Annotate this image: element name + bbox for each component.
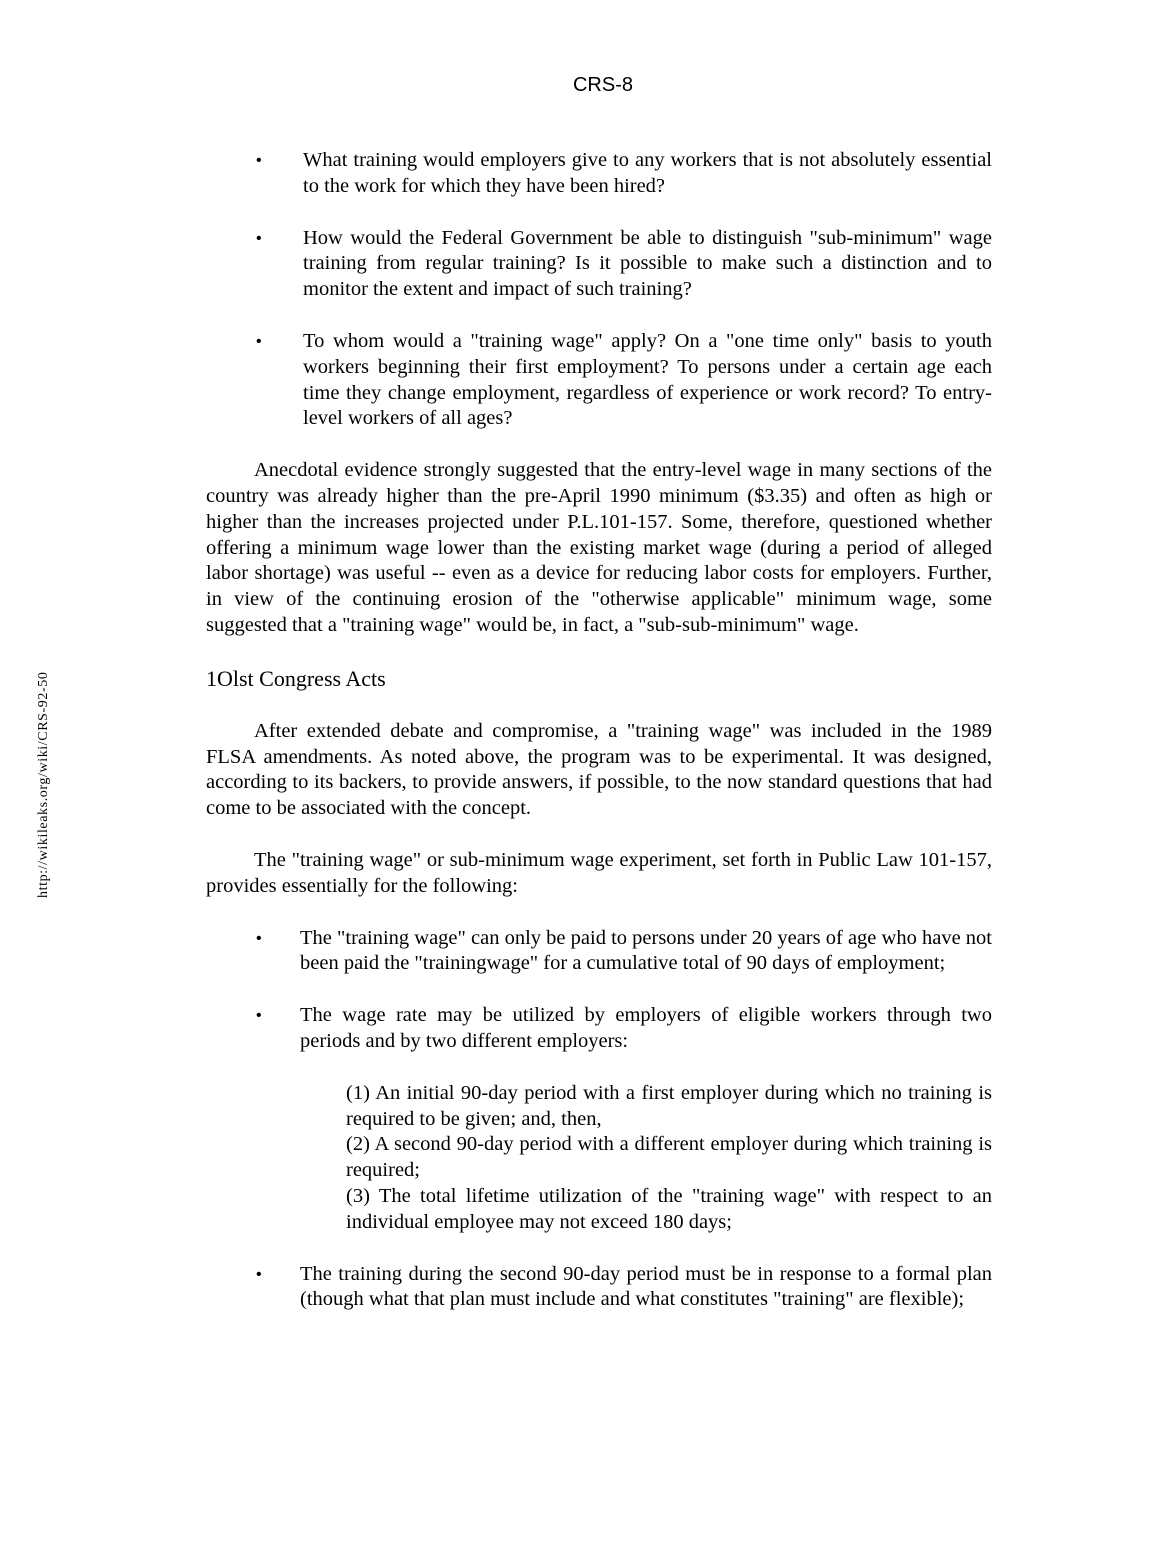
provision-list	[206, 926, 992, 1314]
sub-provision-item: (1) An initial 90-day period with a first employer during which no training is required to be given; and, then,	[346, 1081, 992, 1130]
provision-text: The "training wage" can only be paid to persons under 20 years of age who have not been paid the "trainingwage" for a cumulative total of 90 days of employment;	[300, 926, 992, 975]
side-source-url: http://wikileaks.org/wiki/CRS-92-50	[36, 671, 51, 898]
bullet-icon: •	[256, 152, 262, 169]
question-item	[206, 329, 992, 432]
document-body	[206, 148, 992, 1339]
question-text: What training would employers give to any workers that is not absolutely essential to the work for which they have been hired?	[303, 149, 992, 197]
page-header: CRS-8	[572, 74, 633, 96]
bullet-icon: •	[256, 229, 262, 247]
bullet-icon: •	[256, 332, 262, 350]
provision-text: The wage rate may be utilized by employers of eligible workers through two periods and by two different employers:	[300, 1004, 992, 1052]
provision-item	[206, 926, 992, 978]
sub-provision-item: (2) A second 90-day period with a different employer during which training is required;	[346, 1133, 992, 1182]
after-debate-paragraph: After extended debate and compromise, a "training wage" was included in the 1989 FLSA amendments. As noted above, the program was to be experimental. It was designed, according to its backers, to provide answers, if possible, to the now standard questions that had come to be associated with the concept.	[206, 719, 992, 820]
sub-provision-list	[206, 1081, 992, 1236]
question-text: To whom would a "training wage" apply? On a "one time only" basis to youth workers beginning their first employment? To persons under a certain age each time they change employment, regardless of experience or work record? To entry-level workers of all ages?	[303, 329, 992, 430]
anecdotal-evidence-paragraph: Anecdotal evidence strongly suggested that the entry-level wage in many sections of the country was already higher than the pre-April 1990 minimum ($3.35) and often as high or higher than the increases projected under P.L.101-157. Some, therefore, questioned whether offering a minimum wage lower than the existing market wage (during a period of alleged labor shortage) was useful -- even as a device for reducing labor costs for employers. Further, in view of the continuing erosion of the "otherwise applicable" minimum wage, some suggested that a "training wage" would be, in fact, a "sub-sub-minimum" wage.	[206, 459, 992, 636]
question-item	[206, 148, 992, 200]
bullet-icon: •	[256, 1265, 262, 1283]
question-item	[206, 226, 992, 303]
bullet-icon: •	[256, 1007, 262, 1025]
section-heading: 1Olst Congress Acts	[206, 665, 386, 691]
experiment-intro-paragraph: The "training wage" or sub-minimum wage experiment, set forth in Public Law 101-157, provides essentially for the following:	[206, 848, 992, 897]
question-text: How would the Federal Government be able to distinguish "sub-minimum" wage training from regular training? Is it possible to make such a distinction and to monitor the extent and impact of such training?	[303, 226, 992, 301]
sub-provision-item: (3) The total lifetime utilization of the "training wage" with respect to an individual employee may not exceed 180 days;	[346, 1184, 992, 1233]
bullet-icon: •	[256, 929, 262, 947]
provision-text: The training during the second 90-day period must be in response to a formal plan (though what that plan must include and what constitutes "training" are flexible);	[300, 1262, 992, 1311]
provision-item	[206, 1003, 992, 1055]
provision-item	[206, 1262, 992, 1314]
question-list	[206, 148, 992, 432]
